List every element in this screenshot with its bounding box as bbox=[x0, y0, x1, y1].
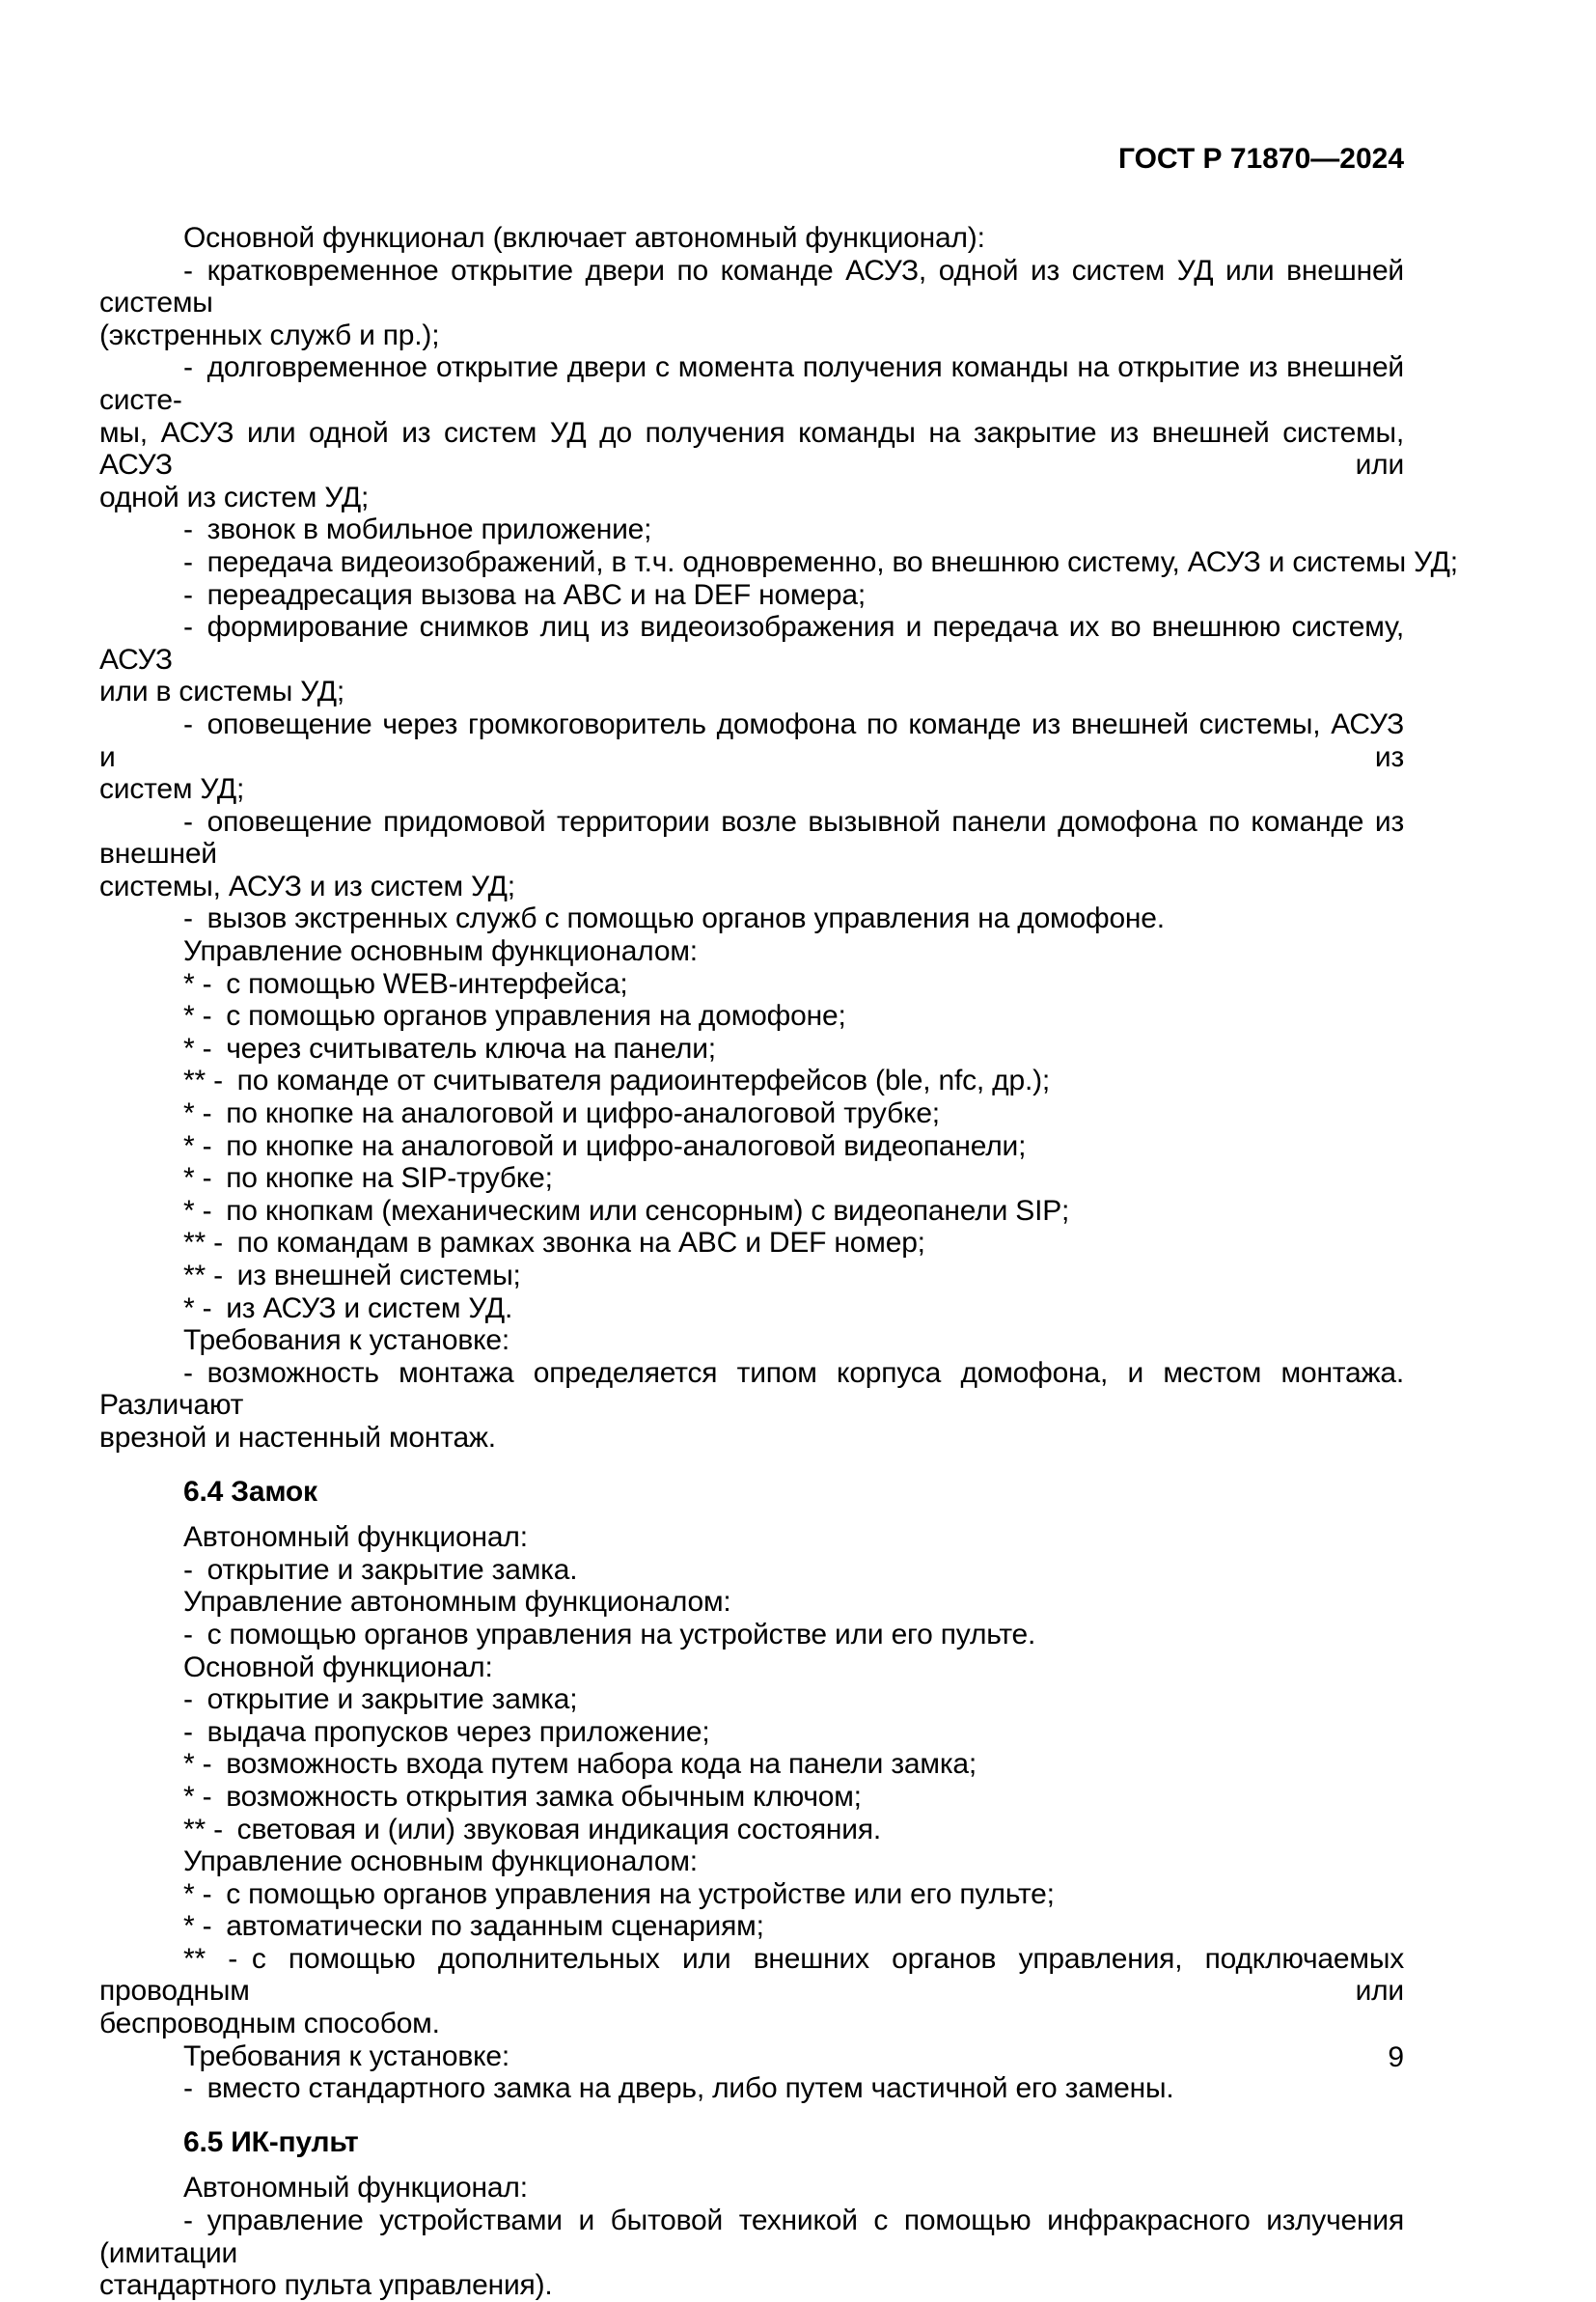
paragraph bbox=[99, 611, 1404, 708]
paragraph bbox=[99, 902, 1404, 935]
paragraph-line: мы, АСУЗ или одной из систем УД до получения команды на закрытие из внешней системы, АСУЗ или bbox=[99, 416, 1404, 482]
paragraph bbox=[99, 806, 1404, 903]
paragraph bbox=[99, 2205, 1404, 2302]
paragraph-line: (экстренных служб и пр.); bbox=[99, 319, 440, 351]
paragraph-line: * - по кнопкам (механическим или сенсорным) с видеопанели SIP; bbox=[183, 1194, 1070, 1227]
paragraph-line: стандартного пульта управления). bbox=[99, 2269, 553, 2302]
paragraph-line: - управление устройствами и бытовой техникой с помощью инфракрасного излучения (имитации bbox=[99, 2205, 1404, 2269]
paragraph bbox=[99, 1878, 1404, 1911]
paragraph bbox=[99, 1619, 1404, 1651]
paragraph-line: - долговременное открытие двери с момента получения команды на открытие из внешней систе- bbox=[99, 351, 1404, 416]
paragraph-line: врезной и настенный монтаж. bbox=[99, 1421, 496, 1454]
paragraph bbox=[99, 1814, 1404, 1846]
paragraph-line: одной из систем УД; bbox=[99, 481, 370, 513]
paragraph bbox=[99, 1130, 1404, 1163]
paragraph-line: * - через считыватель ключа на панели; bbox=[183, 1032, 716, 1065]
paragraph-line: * - по кнопке на аналоговой и цифро-аналоговой видеопанели; bbox=[183, 1129, 1027, 1162]
paragraph-line: * - автоматически по заданным сценариям; bbox=[183, 1910, 764, 1943]
paragraph bbox=[99, 968, 1404, 1001]
paragraph-line: Управление основным функционалом: bbox=[183, 1845, 698, 1878]
paragraph bbox=[99, 1260, 1404, 1292]
paragraph-line: Автономный функционал: bbox=[183, 2172, 528, 2205]
paragraph-line: Управление основным функционалом: bbox=[183, 935, 698, 968]
paragraph-line: - с помощью органов управления на устройстве или его пульте. bbox=[183, 1618, 1036, 1650]
paragraph-line: Основной функционал (включает автономный функционал): bbox=[183, 222, 985, 254]
paragraph-line: * - из АСУЗ и систем УД. bbox=[183, 1291, 513, 1324]
paragraph-line: * - с помощью WEB-интерфейса; bbox=[183, 967, 628, 1000]
paragraph bbox=[99, 1195, 1404, 1228]
paragraph-line: - переадресация вызова на ABC и на DEF номера; bbox=[183, 578, 866, 611]
paragraph bbox=[99, 1357, 1404, 1455]
paragraph bbox=[99, 1000, 1404, 1033]
document-body bbox=[99, 222, 1458, 2302]
paragraph-line: ** - с помощью дополнительных или внешних органов управления, подключаемых проводным или bbox=[99, 1942, 1404, 2008]
paragraph bbox=[99, 255, 1404, 352]
paragraph bbox=[99, 1943, 1404, 2040]
paragraph-line: * - по кнопке на SIP-трубке; bbox=[183, 1162, 553, 1195]
paragraph bbox=[99, 222, 1404, 255]
paragraph-line: * - возможность входа путем набора кода на панели замка; bbox=[183, 1748, 977, 1781]
page-number: 9 bbox=[1388, 2041, 1404, 2073]
paragraph-line: - оповещение через громкоговоритель домофона по команде из внешней системы, АСУЗ и из bbox=[99, 707, 1404, 773]
paragraph bbox=[99, 545, 1458, 579]
paragraph bbox=[99, 2040, 1404, 2073]
paragraph bbox=[99, 1227, 1404, 1260]
paragraph-line: * - возможность открытия замка обычным ключом; bbox=[183, 1780, 862, 1813]
paragraph-line: - кратковременное открытие двери по команде АСУЗ, одной из систем УД или внешней системы bbox=[99, 254, 1404, 319]
paragraph-line: систем УД; bbox=[99, 773, 245, 806]
paragraph bbox=[99, 1097, 1404, 1130]
paragraph bbox=[99, 1586, 1404, 1619]
paragraph bbox=[99, 1292, 1404, 1325]
paragraph bbox=[99, 579, 1404, 612]
paragraph-line: - передача видеоизображений, в т.ч. одновременно, во внешнюю систему, АСУЗ и системы УД; bbox=[183, 545, 1458, 578]
paragraph-line: - вызов экстренных служб с помощью органов управления на домофоне. bbox=[183, 902, 1165, 935]
paragraph bbox=[99, 1651, 1404, 1684]
paragraph bbox=[99, 1748, 1404, 1781]
section-heading: 6.4 Замок bbox=[183, 1475, 317, 1508]
paragraph bbox=[99, 1781, 1404, 1814]
paragraph bbox=[99, 935, 1404, 968]
paragraph bbox=[99, 2072, 1404, 2105]
paragraph bbox=[99, 1162, 1404, 1195]
paragraph-line: Автономный функционал: bbox=[183, 1521, 528, 1554]
paragraph-line: * - с помощью органов управления на домофоне; bbox=[183, 1000, 846, 1033]
paragraph bbox=[99, 1683, 1404, 1716]
paragraph bbox=[99, 351, 1404, 513]
paragraph bbox=[99, 1910, 1404, 1943]
paragraph-line: системы, АСУЗ и из систем УД; bbox=[99, 870, 515, 902]
paragraph-line: - выдача пропусков через приложение; bbox=[183, 1715, 710, 1748]
running-header-gost-number: ГОСТ Р 71870—2024 bbox=[1117, 143, 1404, 175]
paragraph-line: Требования к установке: bbox=[183, 1324, 510, 1357]
paragraph bbox=[99, 1521, 1404, 1554]
paragraph-line: Управление автономным функционалом: bbox=[183, 1586, 731, 1619]
paragraph-line: ** - по командам в рамках звонка на ABC и DEF номер; bbox=[183, 1227, 925, 1260]
paragraph bbox=[99, 513, 1404, 546]
paragraph-line: ** - из внешней системы; bbox=[183, 1260, 521, 1291]
paragraph bbox=[99, 1554, 1404, 1587]
section-heading: 6.5 ИК-пульт bbox=[183, 2125, 359, 2158]
paragraph-line: * - по кнопке на аналоговой и цифро-аналоговой трубке; bbox=[183, 1097, 940, 1130]
paragraph bbox=[99, 1324, 1404, 1357]
paragraph bbox=[99, 1065, 1404, 1097]
paragraph-line: Основной функционал: bbox=[183, 1650, 493, 1683]
paragraph bbox=[99, 1716, 1404, 1749]
paragraph-line: ** - световая и (или) звуковая индикация состояния. bbox=[183, 1813, 882, 1845]
paragraph-line: - формирование снимков лиц из видеоизображения и передача их во внешнюю систему, АСУЗ bbox=[99, 611, 1404, 676]
paragraph bbox=[99, 1033, 1404, 1066]
paragraph bbox=[99, 708, 1404, 806]
paragraph bbox=[99, 2172, 1404, 2205]
paragraph-line: - открытие и закрытие замка; bbox=[183, 1683, 578, 1716]
paragraph-line: беспроводным способом. bbox=[99, 2008, 440, 2040]
paragraph-line: - оповещение придомовой территории возле вызывной панели домофона по команде из внешней bbox=[99, 805, 1404, 871]
paragraph-line: Требования к установке: bbox=[183, 2039, 510, 2072]
paragraph bbox=[99, 1845, 1404, 1878]
paragraph-line: * - с помощью органов управления на устройстве или его пульте; bbox=[183, 1877, 1055, 1910]
paragraph-line: ** - по команде от считывателя радиоинтерфейсов (ble, nfc, др.); bbox=[183, 1065, 1051, 1097]
paragraph-line: или в системы УД; bbox=[99, 676, 344, 708]
paragraph-line: - звонок в мобильное приложение; bbox=[183, 513, 652, 546]
paragraph-line: - открытие и закрытие замка. bbox=[183, 1553, 578, 1586]
paragraph-line: - вместо стандартного замка на дверь, либо путем частичной его замены. bbox=[183, 2072, 1174, 2105]
paragraph-line: - возможность монтажа определяется типом корпуса домофона, и местом монтажа. Различают bbox=[99, 1356, 1404, 1422]
